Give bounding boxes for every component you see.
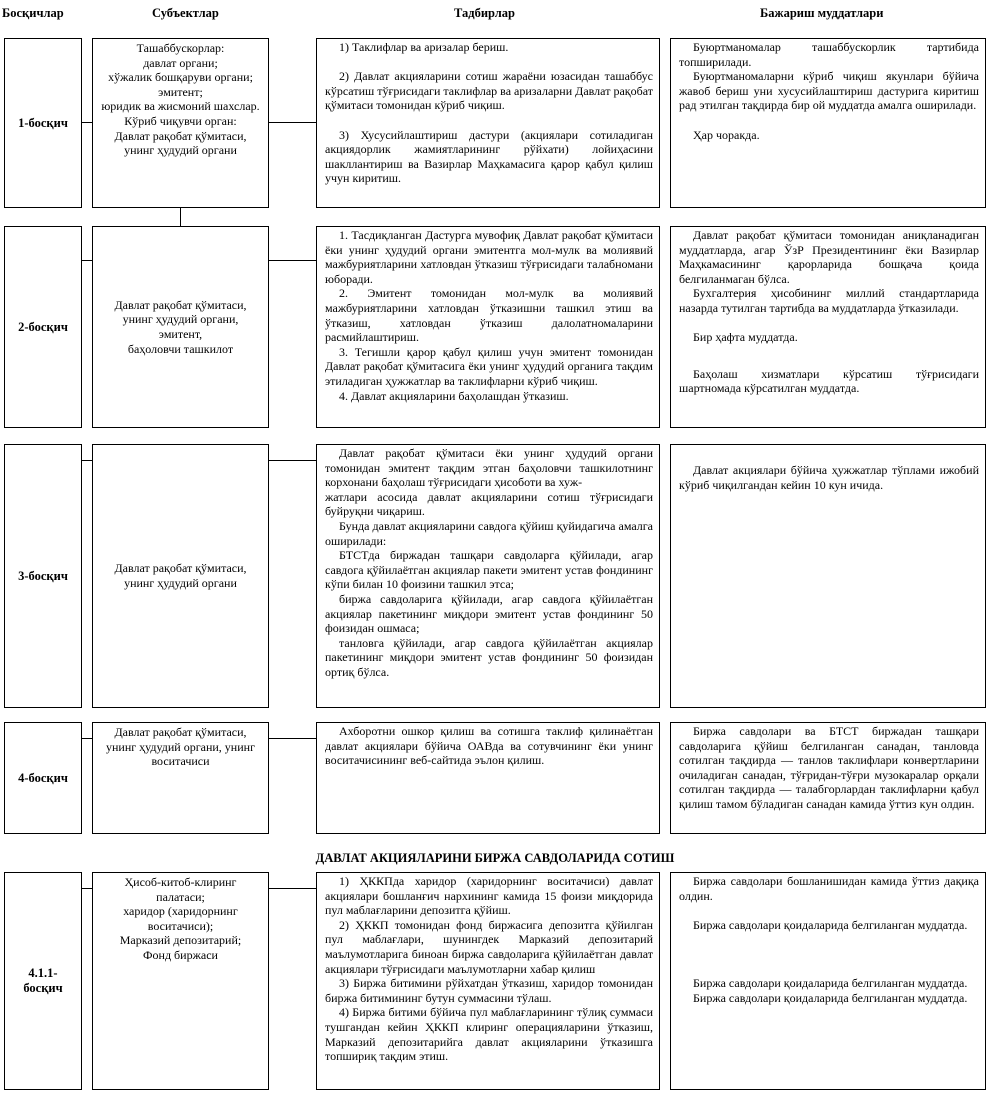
activity-item: БТСТда биржадан ташқари савдоларга қўйилади, агар савдога қўйилаётган акциялар пакети эмитент устав фондининг кўпи билан 10 фоизини ташкил этса; <box>325 548 653 592</box>
deadline-item: Биржа савдолари қоидаларида белгиланган муддатда. <box>693 990 968 1005</box>
activities-box-4 <box>316 722 660 834</box>
activity-item: 1) ҲККПда харидор (харидорнинг воситачиси) давлат акциялари бошланғич нархининг камида 15 фоизи миқдорида пул маблағларини депозитга қўйиш. <box>325 874 653 918</box>
subject-line: воситачиси); <box>147 918 214 933</box>
section-title: ДАВЛАТ АКЦИЯЛАРИНИ БИРЖА САВДОЛАРИДА СОТИШ <box>315 851 675 865</box>
activity-item: 3) Хусусийлаштириш дастури (акциялари сотиладиган акциядорлик жамиятларининг рўйхати) лойиҳасини шакллантириш ва Вазирлар Маҳкамасига қарор қабул қилиш учун киритиш. <box>325 127 653 186</box>
deadlines-box-4 <box>670 722 986 834</box>
subjects-box-4 <box>92 722 269 834</box>
subject-line: Фонд биржаси <box>143 947 218 962</box>
connector-line <box>82 122 92 123</box>
deadline-item: Биржа савдолари бошланишидан камида ўттиз дақиқа олдин. <box>679 874 979 903</box>
subject-line: унинг ҳудудий органи, унинг <box>105 739 255 754</box>
stage-label: 4-босқич <box>18 770 68 785</box>
activity-item: 2) ҲККП томонидан фонд биржасига депозитга қўйилган пул маблағлари, шунингдек Марказий депозитарий маълумотларига биноан биржа савдоларига қўйилаётган давлат акциялари тўғрисидаги маълумотларни хабар қилиш <box>325 917 653 976</box>
deadline-item: Биржа савдолари ва БТСТ биржадан ташқари савдоларига қўйиш белгиланган санадан, танловда сотилган тақдирда — танлов таклифлари конвертларини очиладиган санадан, тўғридан-тўғри музокаралар орқали сотилган тақдирда — талабгорлардан таклифларни қабул қилиш тамом бўладиган санадан камида ўттиз кун олдин. <box>679 724 979 811</box>
activity-item: 1) Таклифлар ва аризалар бериш. <box>339 40 509 54</box>
activity-item: жатлари асосида давлат акцияларини сотиш тўғрисидаги буйруқни чиқариш. <box>325 489 653 519</box>
subjects-box-5 <box>92 872 269 1090</box>
subject-line: Давлат рақобат қўмитаси, <box>114 128 247 143</box>
header-subjects: Субъектлар <box>152 6 219 20</box>
activity-item: 2. Эмитент томонидан мол-мулк ва молиявий мажбуриятларини хатловдан ўтказишни ташкил этиш ва ўтказиш, хатловдан ўтказиш далолатномаларини расмийлаштириш. <box>325 286 653 345</box>
connector-line <box>269 260 316 261</box>
activity-item: 4) Биржа битими бўйича пул маблағларининг тўлиқ суммаси тушгандан кейин ҲККП клиринг операцияларини ўтказиш, Марказий депозитарийга давлат акцияларини ўтказишга топшириқ тақдим этиш. <box>325 1005 653 1064</box>
subject-line: Давлат рақобат қўмитаси, <box>114 297 247 312</box>
stage-label: 1-босқич <box>18 115 68 130</box>
stage-box-4 <box>4 722 82 834</box>
connector-line <box>82 460 92 461</box>
subjects-box-3 <box>92 444 269 708</box>
stage-label: 2-босқич <box>18 319 68 334</box>
deadline-item: Буюртманомаларни кўриб чиқиш якунлари бўйича жавоб бериш уни хусусийлаштириш дастурига киритиш рад этилган тақдирда бир ой муддатда амалга оширилади. <box>679 69 979 113</box>
subject-line: палатаси; <box>156 889 205 904</box>
header-activities: Тадбирлар <box>454 6 515 20</box>
subject-line: воситачиси <box>151 754 210 769</box>
subject-line: унинг ҳудудий органи <box>124 143 237 158</box>
stage-label: 4.1.1- <box>28 966 58 981</box>
connector-line <box>82 738 92 739</box>
connector-line <box>82 260 92 261</box>
activity-item: 3. Тегишли қарор қабул қилиш учун эмитент томонидан Давлат рақобат қўмитасига ёки унинг ҳудудий органига тақдим этиладиган ҳужжатлар ва таклифларни кўриб чиқиш. <box>325 344 653 388</box>
deadlines-box-3 <box>670 444 986 708</box>
activities-box-3 <box>316 444 660 708</box>
subject-line: Ҳисоб-китоб-клиринг <box>124 875 237 889</box>
activity-item: биржа савдоларига қўйилади, агар савдога қўйилаётган акциялар пакетининг миқдори эмитент устав фондининг 50 фоизидан ошмаса; <box>325 591 653 636</box>
subject-line: давлат органи; <box>143 55 218 70</box>
deadline-item: Давлат рақобат қўмитаси томонидан аниқланадиган муддатларда, агар ЎзР Президентининг ёки Вазирлар Маҳкамасининг қарорларида бошқача қоида белгиланмаган бўлса. <box>679 228 979 286</box>
connector-line <box>269 888 316 889</box>
stage-box-2 <box>4 226 82 428</box>
stage-box-1 <box>4 38 82 208</box>
header-stages: Босқичлар <box>2 6 64 20</box>
subjects-box-1 <box>92 38 269 208</box>
subject-line: Давлат рақобат қўмитаси, <box>114 725 247 739</box>
activities-box-2 <box>316 226 660 428</box>
subject-line: унинг ҳудудий органи, <box>122 312 239 327</box>
connector-line <box>180 208 181 226</box>
activity-item: 4. Давлат акцияларини баҳолашдан ўтказиш. <box>339 388 569 403</box>
activity-item: Бунда давлат акцияларини савдога қўйиш қуйидагича амалга оширилади: <box>325 518 653 548</box>
deadline-item: Баҳолаш хизматлари кўрсатиш тўғрисидаги шартномада кўрсатилган муддатда. <box>679 366 979 396</box>
activity-item: танловга қўйилади, агар савдога қўйилаётган акциялар пакетининг миқдори эмитент устав фондининг 50 фоизидан ортиқ бўлса. <box>325 635 653 679</box>
stage-label: 3-босқич <box>18 568 68 583</box>
subject-line: Давлат рақобат қўмитаси, <box>114 561 247 576</box>
header-deadlines: Бажариш муддатлари <box>760 6 884 20</box>
subject-line: хўжалик бошқаруви органи; <box>108 70 253 85</box>
activity-item: 3) Биржа битимини рўйхатдан ўтказиш, харидор томонидан биржа битимининг бутун суммасини тўлаш. <box>325 976 653 1005</box>
subject-line: харидор (харидорнинг <box>123 904 238 919</box>
connector-line <box>269 122 316 123</box>
subject-line: Ташаббускорлар: <box>136 41 225 55</box>
connector-line <box>269 738 316 739</box>
activities-box-1 <box>316 38 660 208</box>
deadline-item: Биржа савдолари қоидаларида белгиланган муддатда. <box>693 976 968 991</box>
connector-line <box>82 888 92 889</box>
subjects-box-2 <box>92 226 269 428</box>
activity-item: 1. Тасдиқланган Дастурга мувофиқ Давлат рақобат қўмитаси ёки унинг ҳудудий органи эмитентга мол-мулк ва молиявий мажбуриятларини хатловдан ўтказиш тўғрисидаги талабномани юборади. <box>325 228 653 286</box>
activity-item: 2) Давлат акцияларини сотиш жараёни юзасидан ташаббус кўрсатиш тўғрисидаги таклифлар ва аризаларни Давлат рақобат қўмитаси томонидан кўриб чиқиш. <box>325 69 653 113</box>
subject-line: эмитент; <box>158 84 203 99</box>
subject-line: унинг ҳудудий органи <box>124 576 237 590</box>
deadline-item: Ҳар чоракда. <box>693 127 760 142</box>
subject-line: баҳоловчи ташкилот <box>127 341 234 356</box>
deadline-item: Давлат акциялари бўйича ҳужжатлар тўплами ижобий кўриб чиқилгандан кейин 10 кун ичида. <box>679 463 979 492</box>
stage-label: босқич <box>23 981 63 995</box>
stage-box-3 <box>4 444 82 708</box>
subject-line: эмитент, <box>158 327 203 341</box>
deadline-item: Буюртманомалар ташаббускорлик тартибида топширилади. <box>679 40 979 69</box>
activity-item: Ахборотни ошкор қилиш ва сотишга таклиф қилинаётган давлат акциялари бўйича ОАВда ва сотувчининг ёки унинг воситачисининг веб-сайтида эълон қилиш. <box>325 724 653 768</box>
activities-box-5 <box>316 872 660 1090</box>
stage-box-5 <box>4 872 82 1090</box>
subject-line: юридик ва жисмоний шахслар. <box>101 99 260 114</box>
deadlines-box-1 <box>670 38 986 208</box>
subject-line: Марказий депозитарий; <box>119 933 242 948</box>
activity-item: Давлат рақобат қўмитаси ёки унинг ҳудудий органи томонидан эмитент тақдим этган баҳоловчи ташкилотнинг корхонани баҳолаш тўғрисидаги ҳисоботи ва хуж- <box>325 446 653 490</box>
deadlines-box-2 <box>670 226 986 428</box>
deadlines-box-5 <box>670 872 986 1090</box>
connector-line <box>269 460 316 461</box>
subject-line: Кўриб чиқувчи орган: <box>124 113 237 128</box>
deadline-item: Бир ҳафта муддатда. <box>693 330 798 345</box>
deadline-item: Бухгалтерия ҳисобининг миллий стандартларида назарда тутилган тартибда ва муддатларда ўтказилади. <box>679 286 979 315</box>
deadline-item: Биржа савдолари қоидаларида белгиланган муддатда. <box>693 917 968 932</box>
